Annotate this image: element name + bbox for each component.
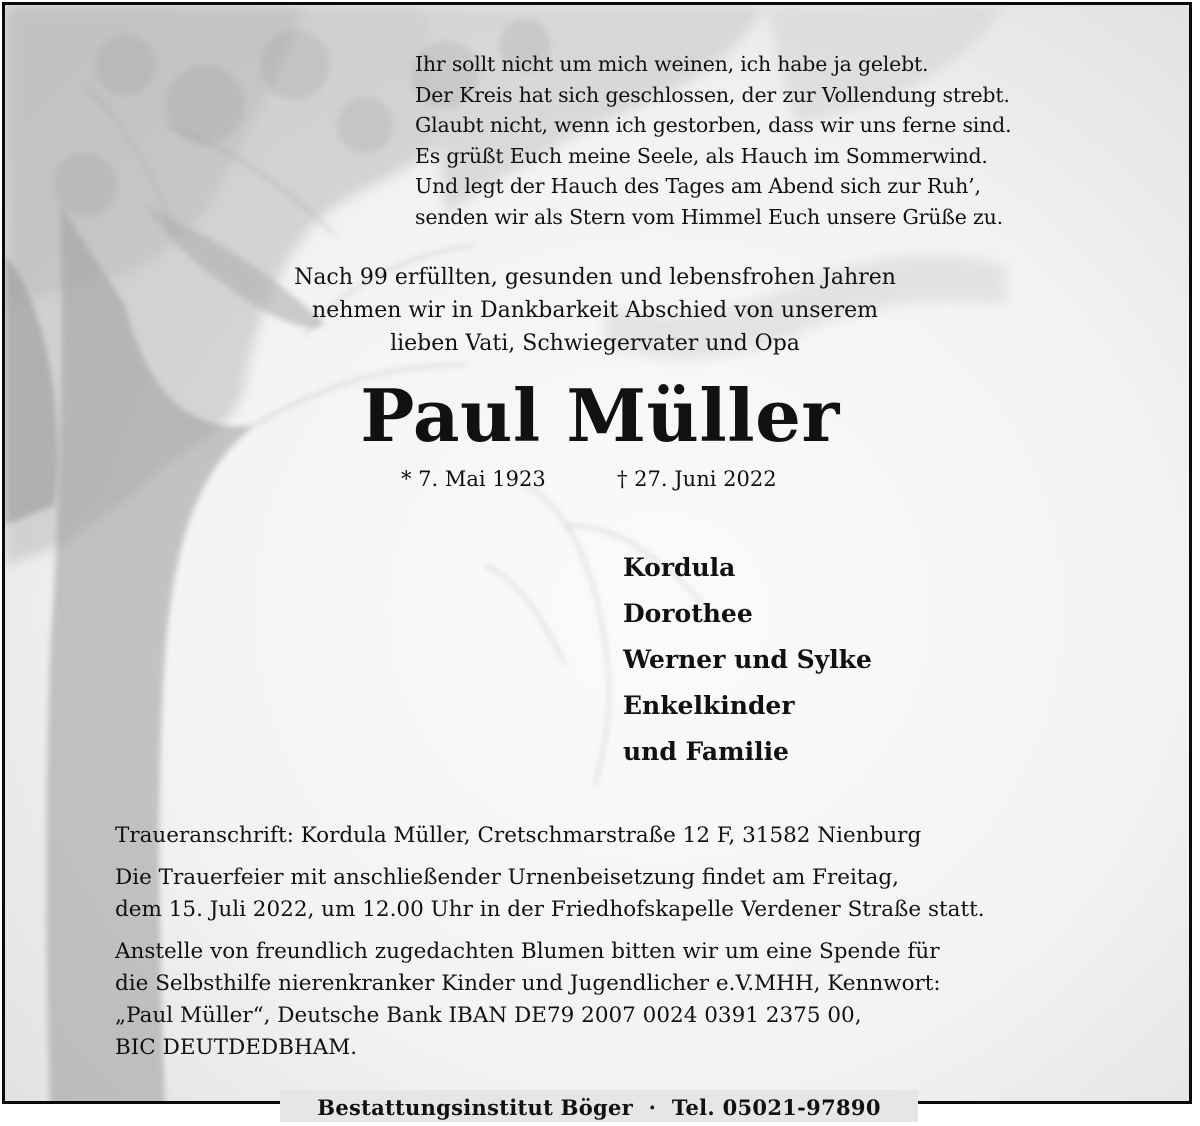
poem-line: Es grüßt Euch meine Seele, als Hauch im Sommerwind. (415, 143, 988, 168)
deceased-name: Paul Müller (360, 373, 840, 458)
ceremony-line: dem 15. Juli 2022, um 12.00 Uhr in der Friedhofskapelle Verdener Straße statt. (115, 897, 985, 922)
family-list (623, 545, 872, 775)
address-line: Traueranschrift: Kordula Müller, Cretschmarstraße 12 F, 31582 Nienburg (115, 823, 922, 848)
intro-line: Nach 99 erfüllten, gesunden und lebensfrohen Jahren (294, 265, 896, 290)
mourning-address (115, 820, 1135, 852)
poem-line: Glaubt nicht, wenn ich gestorben, dass wir uns ferne sind. (415, 113, 1012, 137)
poem-line: Ihr sollt nicht um mich weinen, ich habe ja gelebt. (415, 52, 929, 76)
footer-separator: · (648, 1095, 657, 1120)
poem-line: Und legt der Hauch des Tages am Abend sich zur Ruh’, (415, 174, 981, 198)
family-member: Dorothee (623, 599, 753, 628)
intro-text (5, 261, 1192, 360)
poem-line: Der Kreis hat sich geschlossen, der zur Vollendung strebt. (415, 82, 1010, 107)
donation-line: „Paul Müller“, Deutsche Bank IBAN DE79 2007 0024 0391 2375 00, (115, 1003, 862, 1028)
family-member: Enkelkinder (623, 691, 795, 720)
funeral-home-name: Bestattungsinstitut Böger (317, 1095, 634, 1120)
birth-date: * 7. Mai 1923 (401, 467, 546, 491)
intro-line: lieben Vati, Schwiegervater und Opa (390, 331, 800, 356)
ceremony-info (115, 862, 1135, 926)
poem (415, 49, 1011, 232)
donation-info (115, 936, 1135, 1064)
family-member: Kordula (623, 553, 736, 582)
donation-line: Anstelle von freundlich zugedachten Blumen bitten wir um eine Spende für (115, 939, 940, 964)
poem-line: senden wir als Stern vom Himmel Euch unsere Grüße zu. (415, 204, 1003, 229)
obituary-notice (2, 2, 1192, 1104)
funeral-home-phone: Tel. 05021-97890 (671, 1095, 881, 1120)
family-member: Werner und Sylke (623, 645, 872, 674)
death-date: † 27. Juni 2022 (617, 467, 777, 491)
donation-line: die Selbsthilfe nierenkranker Kinder und Jugendlicher e.V.MHH, Kennwort: (115, 971, 941, 996)
donation-line: BIC DEUTDEDBHAM. (115, 1035, 358, 1060)
notice-details (115, 820, 1135, 1074)
family-member: und Familie (623, 737, 789, 766)
funeral-home-footer (280, 1090, 918, 1122)
ceremony-line: Die Trauerfeier mit anschließender Urnenbeisetzung findet am Freitag, (115, 865, 899, 890)
intro-line: nehmen wir in Dankbarkeit Abschied von unserem (312, 298, 878, 323)
